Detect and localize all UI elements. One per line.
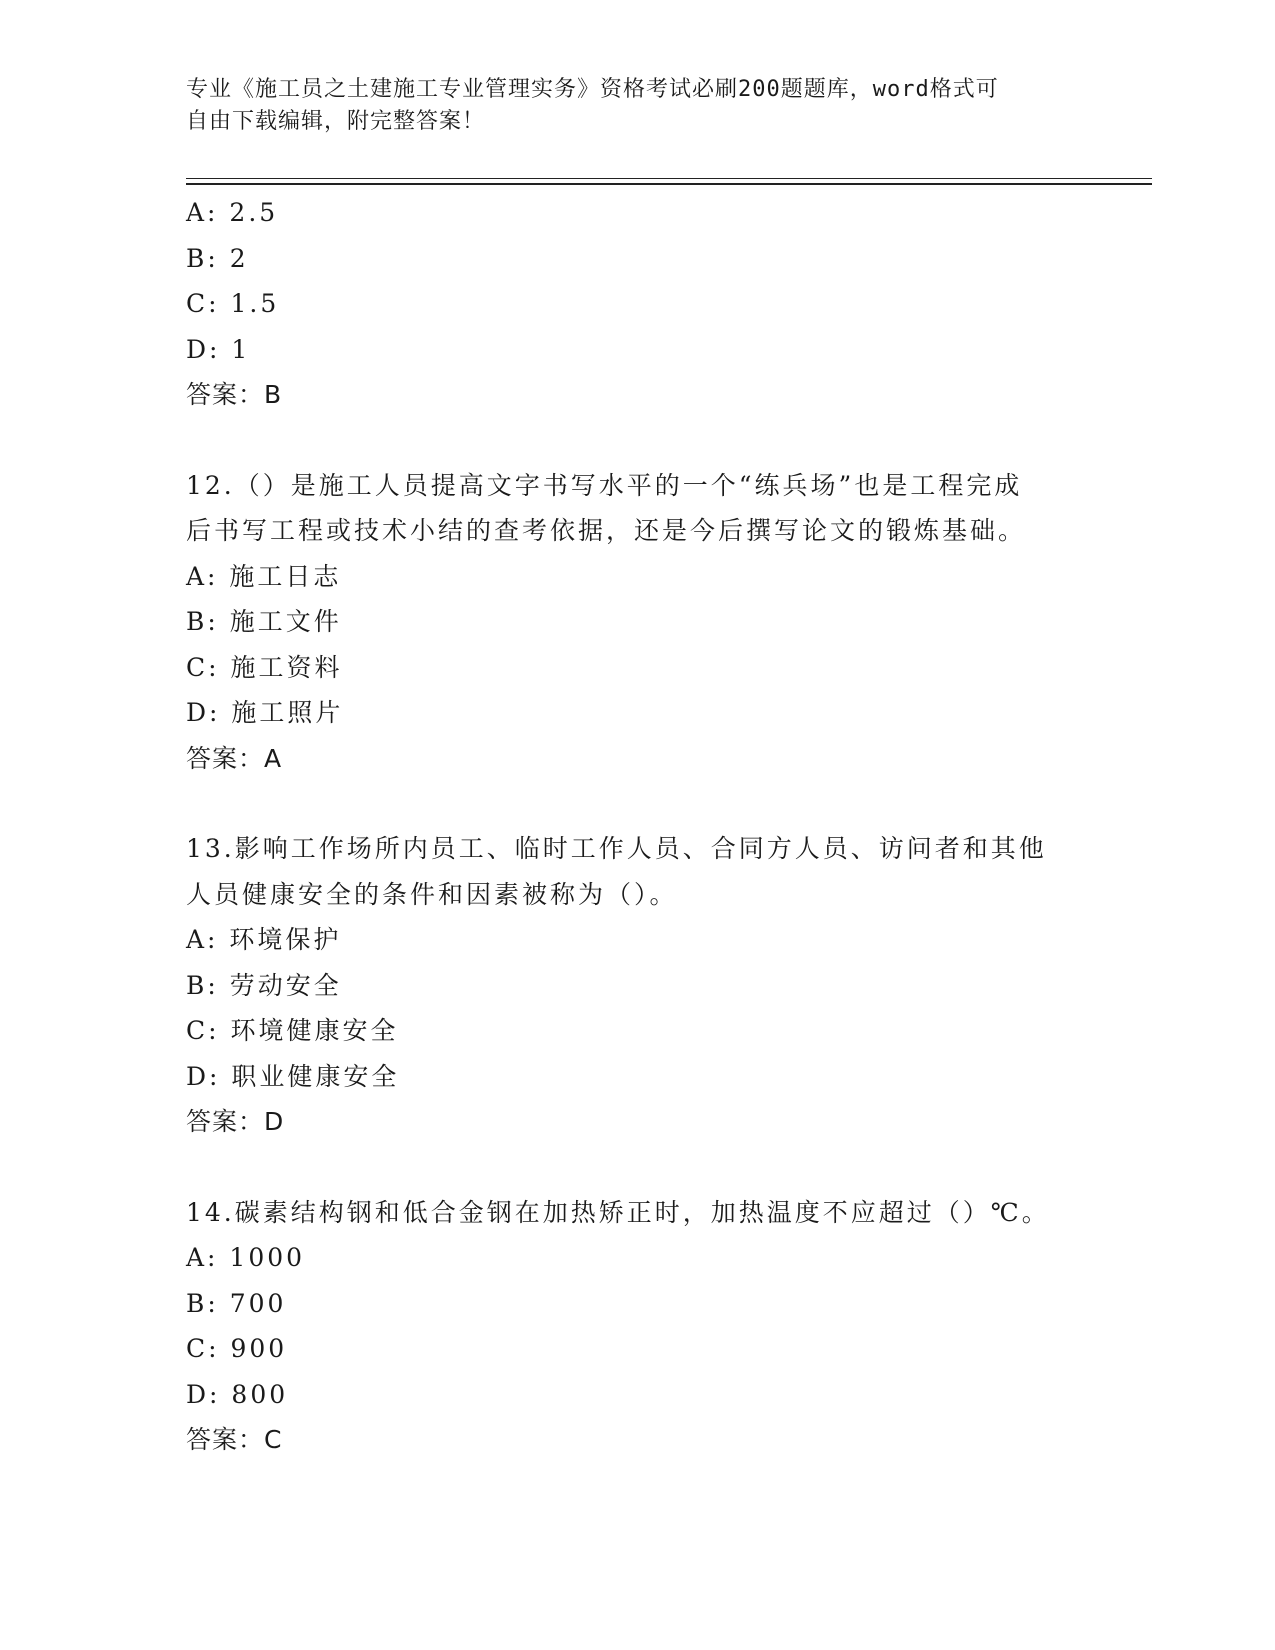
option-a: A: 1000 — [186, 1243, 306, 1272]
answer: 答案：A — [186, 743, 283, 773]
option-c: C: 900 — [186, 1334, 288, 1363]
option-d: D: 1 — [186, 334, 251, 364]
question-list — [186, 190, 1086, 1463]
question-12 — [186, 463, 1086, 782]
header-rule — [186, 178, 1152, 185]
option-a: A: 施工日志 — [186, 561, 342, 591]
option-a: A: 2.5 — [186, 198, 279, 227]
question-13 — [186, 826, 1086, 1145]
answer: 答案：C — [186, 1425, 283, 1454]
option-b: B: 施工文件 — [186, 607, 342, 636]
option-c: C: 1.5 — [186, 289, 280, 318]
prev-question-options — [186, 190, 1086, 418]
question-stem: 后书写工程或技术小结的查考依据，还是今后撰写论文的锻炼基础。 — [186, 516, 1027, 545]
question-stem: 12.（）是施工人员提高文字书写水平的一个“练兵场”也是工程完成 — [186, 470, 1023, 500]
option-d: D: 施工照片 — [186, 698, 344, 727]
option-b: B: 2 — [186, 243, 249, 273]
header-line-1: 专业《施工员之土建施工专业管理实务》资格考试必刷200题题库，word格式可 — [186, 77, 999, 102]
header-line-2: 自由下载编辑，附完整答案！ — [186, 109, 486, 134]
document-header — [186, 74, 1066, 138]
option-b: B: 劳动安全 — [186, 970, 342, 1000]
answer: 答案：D — [186, 1107, 285, 1136]
question-14 — [186, 1190, 1086, 1463]
option-a: A: 环境保护 — [186, 925, 342, 954]
answer: 答案：B — [186, 380, 283, 409]
option-c: C: 环境健康安全 — [186, 1016, 399, 1045]
option-d: D: 800 — [186, 1379, 289, 1409]
option-d: D: 职业健康安全 — [186, 1061, 400, 1091]
question-stem: 13.影响工作场所内员工、临时工作人员、合同方人员、访问者和其他 — [186, 834, 1047, 863]
option-b: B: 700 — [186, 1288, 287, 1318]
option-c: C: 施工资料 — [186, 652, 343, 682]
question-stem: 14.碳素结构钢和低合金钢在加热矫正时，加热温度不应超过（）℃。 — [186, 1197, 1050, 1227]
question-stem: 人员健康安全的条件和因素被称为（）。 — [186, 879, 678, 909]
